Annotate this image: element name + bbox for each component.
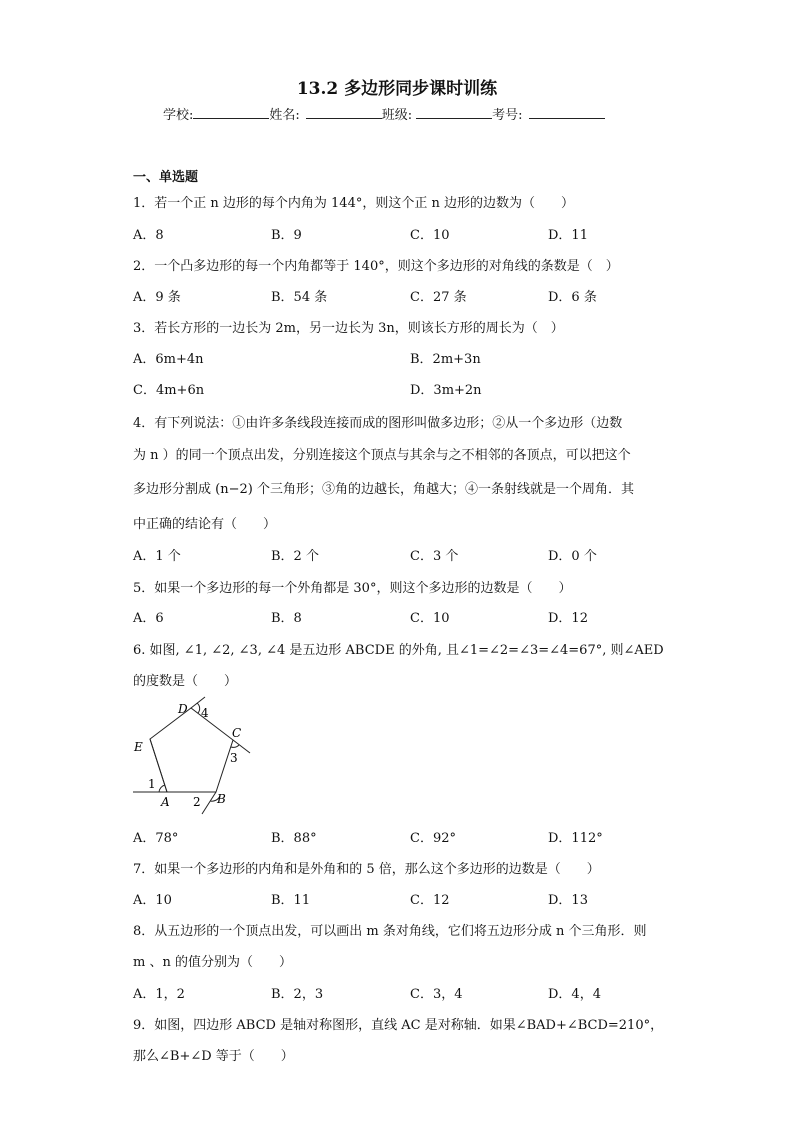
number-label: 考号: bbox=[492, 108, 523, 123]
school-label: 学校: bbox=[163, 108, 194, 123]
question-7-stem: 7．如果一个多边形的内角和是外角和的 5 倍，那么这个多边形的边数是（ ） bbox=[133, 862, 600, 877]
question-7-option-c[interactable]: C．12 bbox=[410, 893, 450, 908]
extension-line-b bbox=[202, 792, 216, 814]
question-3-option-b[interactable]: B．2m+3n bbox=[410, 352, 481, 367]
question-8-option-c[interactable]: C．3，4 bbox=[410, 987, 463, 1002]
question-7-option-b[interactable]: B．11 bbox=[271, 893, 311, 908]
section-heading: 一、单选题 bbox=[133, 170, 199, 185]
label-4: 4 bbox=[201, 706, 209, 720]
question-3-option-c[interactable]: C．4m+6n bbox=[133, 383, 205, 398]
class-label: 班级: bbox=[381, 108, 413, 123]
question-3-option-d[interactable]: D．3m+2n bbox=[410, 383, 482, 398]
question-1-stem: 1．若一个正 n 边形的每个内角为 144°，则这个正 n 边形的边数为（ ） bbox=[133, 196, 574, 211]
question-5-option-b[interactable]: B．8 bbox=[271, 611, 302, 626]
question-6-option-c[interactable]: C．92° bbox=[410, 831, 456, 846]
number-blank[interactable] bbox=[529, 105, 605, 119]
question-4-option-d[interactable]: D．0 个 bbox=[548, 549, 597, 564]
question-2-stem: 2．一个凸多边形的每一个内角都等于 140°，则这个多边形的对角线的条数是（ ） bbox=[133, 259, 619, 274]
question-4-stem-line-2: 为 n ）的同一个顶点出发，分别连接这个顶点与其余与之不相邻的各顶点，可以把这个 bbox=[133, 448, 631, 463]
question-4-stem-line-1: 4．有下列说法：①由许多条线段连接而成的图形叫做多边形；②从一个多边形（边数 bbox=[133, 416, 623, 431]
page-title: 13.2 多边形同步课时训练 bbox=[296, 79, 498, 99]
label-2: 2 bbox=[193, 795, 201, 809]
label-1: 1 bbox=[148, 777, 156, 791]
question-5-stem: 5．如果一个多边形的每一个外角都是 30°，则这个多边形的边数是（ ） bbox=[133, 581, 572, 596]
question-4-stem-line-3: 多边形分割成 (n−2) 个三角形；③角的边越长，角越大；④一条射线就是一个周角．其 bbox=[133, 482, 634, 497]
student-info-line bbox=[163, 104, 605, 123]
question-2-option-c[interactable]: C．27 条 bbox=[410, 290, 467, 305]
question-8-option-a[interactable]: A．1，2 bbox=[133, 987, 185, 1002]
label-e: E bbox=[134, 740, 143, 754]
name-label: 姓名: bbox=[269, 108, 300, 123]
label-c: C bbox=[232, 726, 242, 740]
question-6-option-a[interactable]: A．78° bbox=[133, 831, 179, 846]
question-1-option-d[interactable]: D．11 bbox=[548, 228, 588, 243]
question-4-option-c[interactable]: C．3 个 bbox=[410, 549, 459, 564]
label-d: D bbox=[178, 702, 188, 716]
pentagon-figure bbox=[130, 695, 260, 815]
question-2-option-b[interactable]: B．54 条 bbox=[271, 290, 328, 305]
school-blank[interactable] bbox=[193, 105, 269, 119]
question-6-option-b[interactable]: B．88° bbox=[271, 831, 317, 846]
question-9-stem-line-2: 那么∠B+∠D 等于（ ） bbox=[133, 1049, 294, 1064]
angle-4-arc bbox=[197, 703, 200, 713]
question-4-option-b[interactable]: B．2 个 bbox=[271, 549, 319, 564]
question-5-option-c[interactable]: C．10 bbox=[410, 611, 450, 626]
question-1-option-a[interactable]: A．8 bbox=[133, 228, 164, 243]
question-7-option-a[interactable]: A．10 bbox=[133, 893, 172, 908]
label-b: B bbox=[217, 792, 226, 806]
question-4-stem-line-4: 中正确的结论有（ ） bbox=[133, 517, 277, 532]
question-6-stem-line-1: 6. 如图, ∠1, ∠2, ∠3, ∠4 是五边形 ABCDE 的外角, 且∠1=∠2=∠3=∠4=67°, 则∠AED bbox=[133, 643, 664, 658]
question-2-option-a[interactable]: A．9 条 bbox=[133, 290, 181, 305]
question-8-option-b[interactable]: B．2，3 bbox=[271, 987, 324, 1002]
question-3-option-a[interactable]: A．6m+4n bbox=[133, 352, 204, 367]
question-4-option-a[interactable]: A．1 个 bbox=[133, 549, 181, 564]
question-5-option-d[interactable]: D．12 bbox=[548, 611, 588, 626]
question-5-option-a[interactable]: A．6 bbox=[133, 611, 164, 626]
label-a: A bbox=[161, 795, 170, 809]
question-8-stem-line-1: 8．从五边形的一个顶点出发，可以画出 m 条对角线，它们将五边形分成 n 个三角形．则 bbox=[133, 924, 647, 939]
question-1-option-c[interactable]: C．10 bbox=[410, 228, 450, 243]
angle-1-arc bbox=[159, 785, 165, 792]
question-6-stem-line-2: 的度数是（ ） bbox=[133, 674, 238, 689]
angle-3-arc bbox=[231, 745, 239, 747]
class-blank[interactable] bbox=[416, 105, 492, 119]
question-3-stem: 3．若长方形的一边长为 2m，另一边长为 3n，则该长方形的周长为（ ） bbox=[133, 321, 564, 336]
question-8-stem-line-2: m 、n 的值分别为（ ） bbox=[133, 955, 292, 970]
label-3: 3 bbox=[230, 751, 238, 765]
question-9-stem-line-1: 9．如图，四边形 ABCD 是轴对称图形，直线 AC 是对称轴．如果∠BAD+∠BCD=210°， bbox=[133, 1018, 664, 1033]
question-1-option-b[interactable]: B．9 bbox=[271, 228, 302, 243]
question-6-option-d[interactable]: D．112° bbox=[548, 831, 603, 846]
name-blank[interactable] bbox=[306, 105, 382, 119]
question-8-option-d[interactable]: D．4，4 bbox=[548, 987, 601, 1002]
question-2-option-d[interactable]: D．6 条 bbox=[548, 290, 597, 305]
question-7-option-d[interactable]: D．13 bbox=[548, 893, 588, 908]
